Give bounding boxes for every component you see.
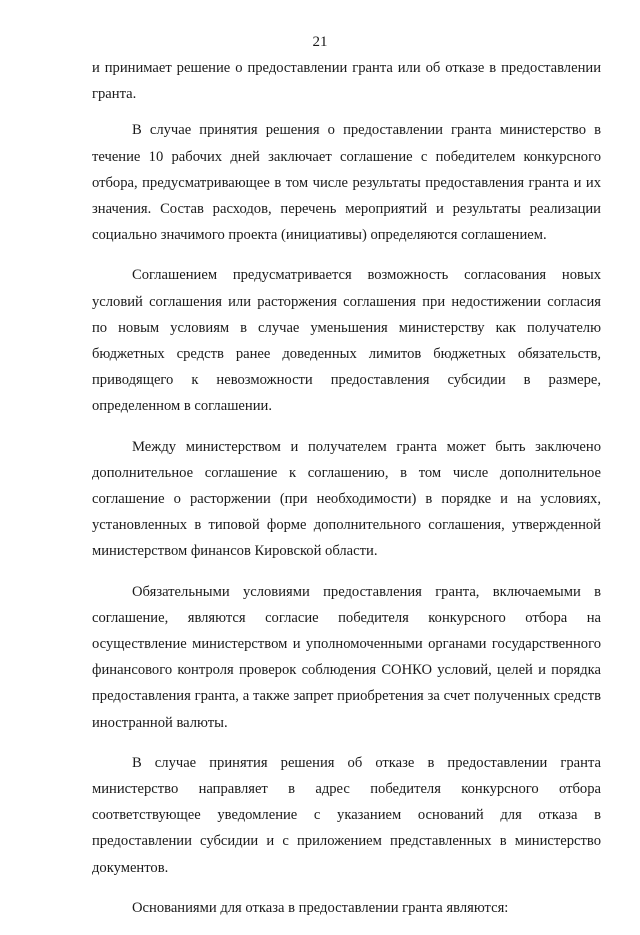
paragraph-refusal-grounds: Основаниями для отказа в предоставлении гранта являются:	[132, 899, 509, 916]
paragraph-additional-agreement: Между министерством и получателем гранта может быть заключено дополнительное соглашение к соглашению, в том числе дополнительное соглашение о расторжении (при необходимости) в порядке и на условиях, установленных в типовой форме дополнительного соглашения, утвержденной министерством финансов Кировской области.	[92, 438, 601, 560]
paragraph-continuation: и принимает решение о предоставлении гранта или об отказе в предоставлении гранта.	[92, 60, 601, 103]
document-body	[92, 55, 601, 935]
paragraph-agreement-terms: Соглашением предусматривается возможность согласования новых условий соглашения или расторжения соглашения при недостижении согласия по новым условиям в случае уменьшения министерству как получателю бюджетных средств ранее доведенных лимитов бюджетных обязательств, приводящего к невозможности предоставления субсидии в размере, определенном в соглашении.	[92, 267, 601, 415]
page-number: 21	[312, 34, 328, 50]
paragraph-agreement-conclusion: В случае принятия решения о предоставлении гранта министерство в течение 10 рабочих дней заключает соглашение с победителем конкурсного отбора, предусматривающее в том числе результаты предоставления гранта и их значения. Состав расходов, перечень мероприятий и результаты реализации социально значимого проекта (инициативы) определяются соглашением.	[92, 122, 601, 244]
paragraph-refusal-notice: В случае принятия решения об отказе в предоставлении гранта министерство направляет в адрес победителя конкурсного отбора соответствующее уведомление с указанием оснований для отказа в предоставлении субсидии и с приложением представленных в министерство документов.	[92, 754, 601, 876]
paragraph-mandatory-conditions: Обязательными условиями предоставления гранта, включаемыми в соглашение, являются согласие победителя конкурсного отбора на осуществление министерством и уполномоченными органами государственного финансового контроля проверок соблюдения СОНКО условий, целей и порядка предоставления гранта, а также запрет приобретения за счет полученных средств иностранной валюты.	[92, 583, 601, 731]
